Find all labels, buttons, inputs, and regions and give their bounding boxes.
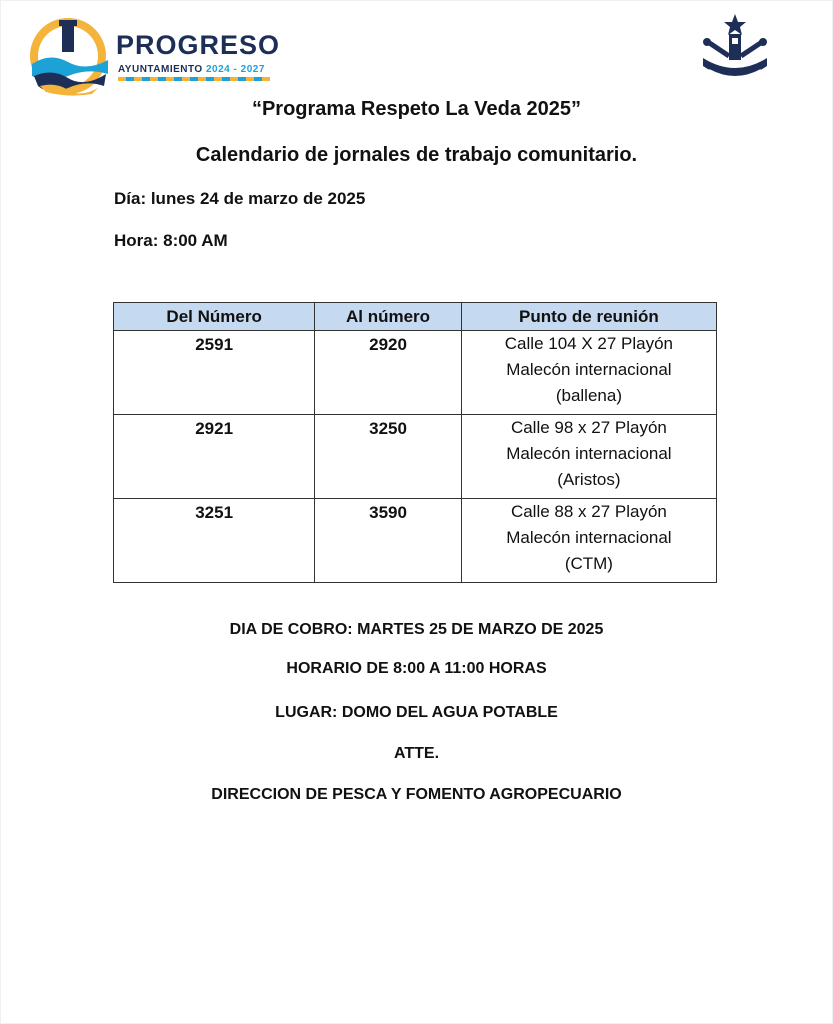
header-to: Al número — [315, 303, 462, 331]
cell-meeting-point — [461, 415, 716, 499]
table-row — [114, 331, 717, 415]
brand-subtitle — [118, 64, 265, 75]
calendar-title: Calendario de jornales de trabajo comunitario. — [195, 144, 638, 166]
brand-stripe — [118, 77, 270, 81]
progreso-logo — [28, 14, 288, 98]
table-header-row — [114, 303, 717, 331]
schedule-table — [113, 302, 717, 583]
naval-anchor-crest-logo-icon — [695, 12, 775, 92]
lighthouse-sun-logo-icon — [28, 14, 112, 98]
naval-crest — [695, 12, 775, 92]
hour-info: Hora: 8:00 AM — [114, 231, 228, 250]
header-from: Del Número — [114, 303, 315, 331]
program-title: “Programa Respeto La Veda 2025” — [251, 98, 582, 120]
place-line: Malecón internacional — [506, 444, 672, 463]
cell-from: 2591 — [114, 331, 315, 415]
cell-from: 3251 — [114, 499, 315, 583]
cell-meeting-point — [461, 499, 716, 583]
place-line: (Aristos) — [557, 470, 621, 489]
payment-place: LUGAR: DOMO DEL AGUA POTABLE — [275, 704, 558, 721]
place-line: Calle 104 X 27 Playón — [504, 334, 674, 353]
place-line: Malecón internacional — [506, 528, 672, 547]
place-line: Calle 98 x 27 Playón — [510, 418, 667, 437]
brand-name: PROGRESO — [116, 30, 281, 60]
place-line: Malecón internacional — [506, 360, 672, 379]
payment-day: DIA DE COBRO: MARTES 25 DE MARZO DE 2025 — [229, 621, 604, 638]
cell-to: 3250 — [315, 415, 462, 499]
cell-from: 2921 — [114, 415, 315, 499]
sign-off: ATTE. — [393, 745, 440, 762]
cell-to: 2920 — [315, 331, 462, 415]
place-line: Calle 88 x 27 Playón — [510, 502, 667, 521]
table-row — [114, 415, 717, 499]
brand-sub-text: AYUNTAMIENTO — [118, 64, 203, 75]
place-line: (CTM) — [564, 554, 613, 573]
payment-schedule: HORARIO DE 8:00 A 11:00 HORAS — [286, 660, 547, 677]
cell-to: 3590 — [315, 499, 462, 583]
header-meeting-point: Punto de reunión — [461, 303, 716, 331]
brand-years: 2024 - 2027 — [206, 64, 265, 75]
table-row — [114, 499, 717, 583]
day-info: Día: lunes 24 de marzo de 2025 — [114, 189, 366, 208]
place-line: (ballena) — [555, 386, 622, 405]
cell-meeting-point — [461, 331, 716, 415]
department-name: DIRECCION DE PESCA Y FOMENTO AGROPECUARIO — [211, 786, 622, 803]
